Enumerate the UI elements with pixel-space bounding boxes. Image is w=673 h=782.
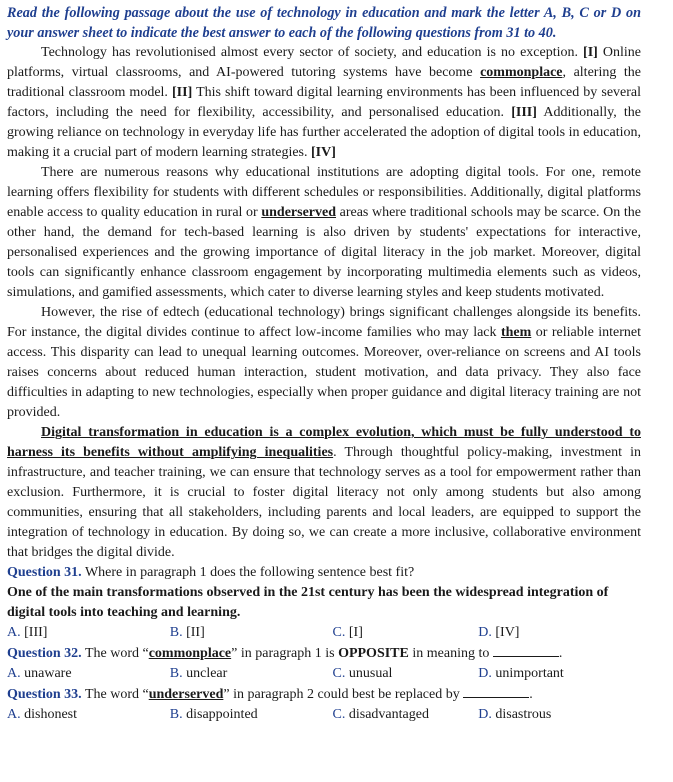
option-b[interactable]: B. disappointed [169, 707, 258, 722]
p1-sentence-2b: , altering the traditional classroom model. [7, 65, 641, 100]
question-31 [7, 563, 641, 583]
marker-i: [I] [583, 45, 598, 60]
p1-sentence-3: This shift toward digital learning environments has been influenced by several factors, including the need for flexibility, accessibility, and personalised education. [7, 85, 642, 120]
question-32: Question 32. The word “commonplace” in paragraph 1 is OPPOSITE in meaning to . [7, 643, 641, 664]
p1-sentence-1: Technology has revolutionised almost every sector of society, and education is no exception. [41, 45, 578, 60]
p3-text-b: or reliable internet access. This disparity can lead to unequal learning outcomes. Moreover, over-reliance on screens and AI tools raises concerns about reduced human interaction, student motivation, and data privacy. They also face difficulties in adapting to new technologies, especially when proper guidance and digital literacy training are not provided. [7, 325, 641, 420]
question-31-sentence: One of the main transformations observed in the 21st century has been the widespread integration of digital tools into teaching and learning. [7, 585, 609, 620]
question-32-keyword: OPPOSITE [338, 646, 409, 661]
p4-text-b: . Through thoughtful policy-making, investment in infrastructure, and teacher training, we can ensure that technology serves as a tool for empowerment rather than exclusion. Furthermore, it is crucial to foster digital literacy not only among students but also among communities, ensuring that all stakeholders, including parents and local leaders, are equipped to support the integration of technology in education. By doing so, we can create a more inclusive, collaborative environment that bridges the digital divide. [7, 445, 641, 560]
answer-blank [493, 643, 559, 657]
instructions: Read the following passage about the use of technology in education and mark the letter A, B, C or D on your answer sheet to indicate the best answer to each of the following questions from 31 to 40. [7, 5, 641, 41]
marker-iv: [IV] [311, 145, 336, 160]
question-33-options [7, 705, 641, 725]
question-32-options [7, 664, 641, 684]
option-b[interactable]: B. [II] [169, 625, 205, 640]
paragraph-3 [7, 303, 641, 423]
p2-text-b: areas where traditional schools may be scarce. On the other hand, the demand for tech-based learning is also driven by students' expectations for interactive, personalised experiences and the growing importance of digital literacy in the job market. Moreover, digital tools can significantly enhance classroom engagement by incorporating multimedia elements such as videos, simulations, and gamified assessments, which cater to diverse learning styles and keep students motivated. [7, 205, 641, 300]
question-33-number: Question 33. [7, 687, 82, 702]
option-d[interactable]: D. disastrous [478, 707, 552, 722]
question-31-text: Where in paragraph 1 does the following sentence best fit? [84, 565, 415, 580]
exam-page [7, 3, 641, 725]
option-c[interactable]: C. disadvantaged [332, 707, 429, 722]
option-d[interactable]: D. unimportant [478, 666, 564, 681]
option-b[interactable]: B. unclear [169, 666, 228, 681]
answer-blank [463, 684, 529, 698]
question-32-word: commonplace [148, 646, 232, 661]
p2-text-a: There are numerous reasons why educational institutions are adopting digital tools. For one, remote learning offers flexibility for students with different schedules or responsibilities. Additionally, digital platforms enable access to quality education in rural or [7, 165, 641, 220]
underlined-sentence: Digital transformation in education is a complex evolution, which must be fully understood to harness its benefits without amplifying inequalities [7, 425, 641, 460]
option-d[interactable]: D. [IV] [478, 625, 520, 640]
marker-ii: [II] [172, 85, 193, 100]
underlined-underserved: underserved [261, 205, 337, 220]
paragraph-1 [7, 43, 641, 163]
option-a[interactable]: A. unaware [7, 666, 72, 681]
question-31-number: Question 31. [7, 565, 82, 580]
question-31-options [7, 623, 641, 643]
marker-iii: [III] [511, 105, 537, 120]
paragraph-4 [7, 423, 641, 563]
underlined-them: them [500, 325, 532, 340]
p3-text-a: However, the rise of edtech (educational technology) brings significant challenges alongside its benefits. For instance, the digital divides continue to affect low-income families who may lack [7, 305, 641, 340]
question-32-number: Question 32. [7, 646, 82, 661]
question-33-word: underserved [148, 687, 224, 702]
option-a[interactable]: A. [III] [7, 625, 48, 640]
paragraph-2 [7, 163, 641, 303]
option-a[interactable]: A. dishonest [7, 707, 78, 722]
question-33: Question 33. The word “underserved” in paragraph 2 could best be replaced by . [7, 684, 641, 705]
option-c[interactable]: C. [I] [332, 625, 363, 640]
p1-sentence-4: Additionally, the growing reliance on technology in everyday life has further accelerated the adoption of digital tools in education, making it a crucial part of modern learning strategies. [7, 105, 642, 160]
option-c[interactable]: C. unusual [332, 666, 393, 681]
underlined-commonplace: commonplace [480, 65, 563, 80]
p1-sentence-2a: Online platforms, virtual classrooms, and AI-powered tutoring systems have become [7, 45, 641, 80]
